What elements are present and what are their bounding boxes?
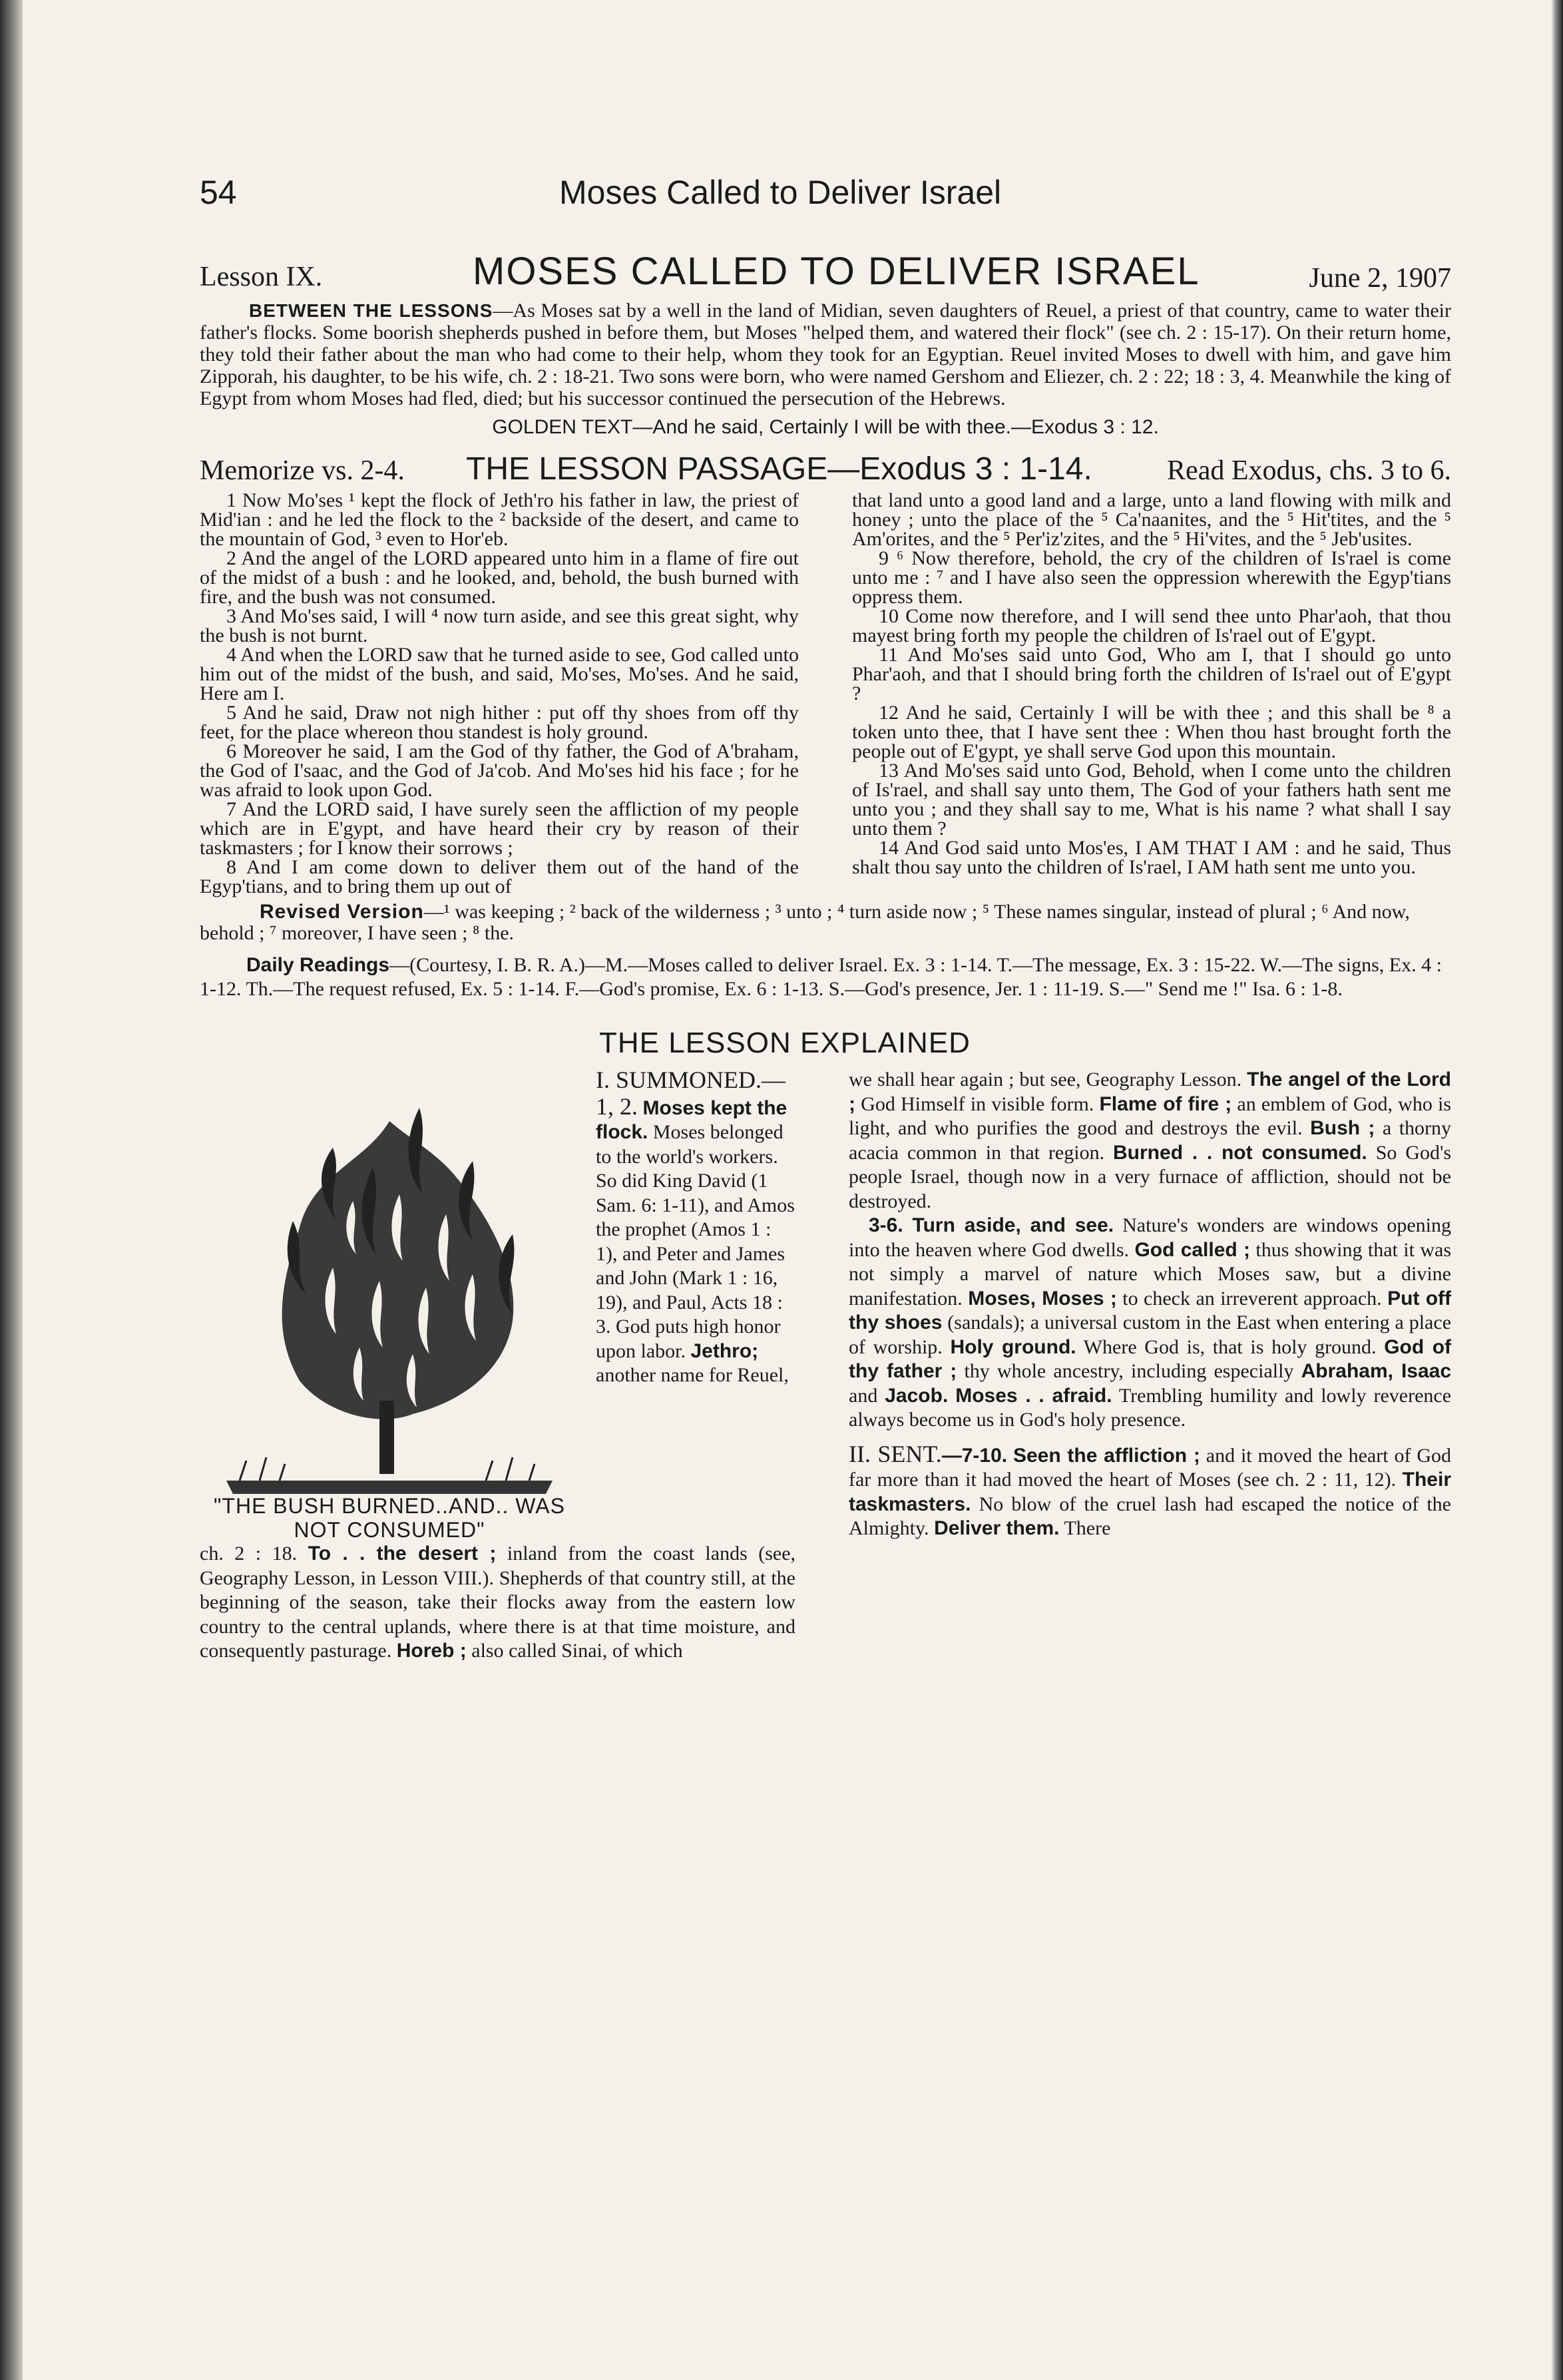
verse: 9 ⁶ Now therefore, behold, the cry of the children of Is'rael is come unto me : ⁷ and I have also seen the oppression wherewith the Egyp'tians oppress them.	[852, 547, 1451, 608]
explanation: a thorny acacia common in that region.	[849, 1117, 1452, 1164]
between-text: —As Moses sat by a well in the land of Midian, seven daughters of Reuel, a priest of that country, came to water their father's flocks. Some boorish shepherds pushed in before them, but Moses "helped them, and watered their flock" (see ch. 2 : 15-17). On their return home, they told their father about the man who had come to their help, whom they took for an Egyptian. Reuel invited Moses to dwell with him, and gave him Zipporah, his daughter, to be his wife, ch. 2 : 18-21. Two sons were born, who were named Gershom and Eliezer, ch. 2 : 22; 18 : 3, 4. Meanwhile the king of Egypt from whom Moses had fled, died; but his successor continued the persecution of the Hebrews.	[200, 300, 1451, 409]
lesson-number: Lesson IX.	[200, 262, 323, 292]
section-heading: II. SENT.	[849, 1440, 942, 1467]
verse: 3 And Mo'ses said, I will ⁴ now turn aside, and see this great sight, why the bush is not burnt.	[200, 605, 799, 646]
explanation: we shall hear again ; but see, Geography Lesson.	[849, 1069, 1242, 1090]
verse: 13 And Mo'ses said unto God, Behold, when I come unto the children of Is'rael, and shall say unto them, The God of your fathers hath sent me unto you ; and they shall say to me, What is his name ? what shall I say unto them ?	[852, 760, 1451, 839]
between-the-lessons	[200, 300, 1451, 409]
lesson-explained	[200, 1068, 1451, 1664]
daily-label: Daily Readings	[246, 954, 390, 976]
term: Bush ;	[1310, 1117, 1375, 1139]
explanation: inland from the coast lands (see, Geography Lesson, in Lesson VIII.). Shepherds of that country still, at the beginning of the season, take their flocks away from the eastern low country to the central uplands, where there is at that time moisture, and consequently pasturage.	[200, 1543, 796, 1662]
figure-caption: "THE BUSH BURNED..AND.. WAS NOT CONSUMED"	[214, 1494, 565, 1542]
verse: 10 Come now therefore, and I will send thee unto Phar'aoh, that thou mayest bring forth my people the children of Is'rael out of E'gypt.	[852, 605, 1451, 646]
explained-paragraph	[849, 1068, 1451, 1214]
revised-text: —¹ was keeping ; ² back of the wilderness ; ³ unto ; ⁴ turn aside now ; ⁵ These names singular, instead of plural ; ⁶ And now, behold ; ⁷ moreover, I have seen ; ⁸ the.	[200, 901, 1410, 944]
read-note: Read Exodus, chs. 3 to 6.	[1167, 455, 1451, 486]
verse: 12 And he said, Certainly I will be with thee ; and this shall be ⁸ a token unto thee, that I have sent thee : When thou hast brought forth the people out of E'gypt, ye shall serve God upon this mountain.	[852, 702, 1451, 762]
explained-left-text	[200, 1542, 795, 1664]
explanation: an emblem of God, who is light, and who purifies the good and destroys the evil.	[849, 1092, 1452, 1139]
explanation: and it moved the heart of God far more than it had moved the heart of Moses (see ch. 2 : 11, 12).	[849, 1444, 1451, 1491]
explained-paragraph	[849, 1214, 1451, 1433]
lesson-title: MOSES CALLED TO DELIVER ISRAEL	[473, 250, 1200, 293]
reference: ch. 2 : 18.	[200, 1543, 298, 1564]
explained-left	[200, 1068, 795, 1664]
term: Moses kept the flock.	[596, 1096, 787, 1143]
verse: 6 Moreover he said, I am the God of thy father, the God of A'braham, the God of I'saac, and the God of Ja'cob. And Mo'ses hid his face ; for he was afraid to look upon God.	[200, 740, 799, 801]
term: Holy ground.	[950, 1335, 1076, 1358]
term: Jacob.	[885, 1384, 949, 1407]
term: God called ;	[1134, 1238, 1250, 1261]
explanation: thy whole ancestry, including especially	[964, 1360, 1294, 1382]
explained-narrow-column	[596, 1068, 795, 1542]
term: 3-6. Turn aside, and see.	[869, 1214, 1114, 1236]
lesson-header	[200, 242, 1451, 300]
term: Moses . . afraid.	[955, 1384, 1112, 1407]
verse: 7 And the LORD said, I have surely seen the affliction of my people which are in E'gypt, and have heard their cry by reason of their taskmasters ; for I know their sorrows ;	[200, 798, 799, 859]
explanation: another name for Reuel,	[596, 1364, 789, 1386]
explanation: So God's people Israel, though now in a very furnace of affliction, should not be destroyed.	[849, 1141, 1452, 1212]
explanation: No blow of the cruel lash had escaped the notice of the Almighty.	[849, 1493, 1451, 1539]
running-title: Moses Called to Deliver Israel	[559, 174, 1002, 211]
term: Their taskmasters.	[849, 1469, 1452, 1515]
scripture-column-left	[200, 491, 799, 896]
term: Seen the affliction ;	[1012, 1444, 1200, 1467]
passage-title: THE LESSON PASSAGE—Exodus 3 : 1-14.	[466, 451, 1092, 487]
burning-bush-illustration	[200, 1068, 579, 1507]
term: Horeb ;	[396, 1640, 467, 1662]
golden-text: GOLDEN TEXT—And he said, Certainly I will be with thee.—Exodus 3 : 12.	[492, 416, 1159, 438]
term: Put off thy shoes	[849, 1287, 1451, 1333]
explanation: Moses belonged to the world's workers. So did King David (1 Sam. 6: 1-11), and Amos the prophet (Amos 1 : 1), and Peter and James and John (Mark 1 : 16, 19), and Paul, Acts 18 : 3. God puts high honor upon labor.	[596, 1121, 795, 1362]
explanation: Where God is, that is holy ground.	[1083, 1335, 1377, 1358]
verse: 1 Now Mo'ses ¹ kept the flock of Jeth'ro his father in law, the priest of Mid'ian : and he led the flock to the ² backside of the desert, and came to the mountain of God, ³ even to Hor'eb.	[200, 489, 799, 550]
scripture-column-right	[852, 491, 1451, 896]
explanation: Trembling humility and lowly reverence always become us in God's holy presence.	[849, 1384, 1452, 1431]
term: Moses, Moses ;	[968, 1287, 1117, 1309]
verse: 4 And when the LORD saw that he turned aside to see, God called unto him out of the midst of the bush, and said, Mo'ses, Mo'ses. And he said, Here am I.	[200, 644, 799, 704]
page	[200, 160, 1451, 1664]
explanation: Nature's wonders are windows opening into the heaven where God dwells.	[849, 1214, 1451, 1261]
daily-text: —(Courtesy, I. B. R. A.)—M.—Moses called to deliver Israel. Ex. 3 : 1-14. T.—The message, Ex. 3 : 15-22. W.—The signs, Ex. 4 : 1-12. Th.—The request refused, Ex. 5 : 1-14. F.—God's promise, Ex. 6 : 1-13. S.—God's presence, Jer. 1 : 11-19. S.—" Send me !" Isa. 6 : 1-8.	[200, 954, 1442, 1000]
lesson-date: June 2, 1907	[1309, 263, 1451, 294]
verse: 14 And God said unto Mos'es, I AM THAT I AM : and he said, Thus shalt thou say unto the children of Is'rael, I AM hath sent me unto you.	[852, 837, 1451, 878]
explanation: God Himself in visible form.	[861, 1092, 1094, 1115]
scripture-passage	[200, 491, 1451, 896]
term: Jethro;	[690, 1339, 759, 1362]
revised-label: Revised Version	[260, 901, 424, 923]
page-number: 54	[200, 174, 237, 211]
passage-header	[200, 448, 1451, 488]
binding-edge	[0, 0, 23, 2380]
term: Burned . . not consumed.	[1113, 1141, 1367, 1164]
revised-version-notes	[200, 901, 1451, 944]
page-edge	[1551, 0, 1563, 2380]
lesson-explained-title: THE LESSON EXPLAINED	[599, 1027, 971, 1059]
verse: 8 And I am come down to deliver them out of the hand of the Egyp'tians, and to bring them up out of	[200, 856, 799, 897]
explained-right	[849, 1068, 1451, 1664]
term: God of thy father ;	[849, 1335, 1452, 1382]
daily-readings	[200, 953, 1451, 1001]
verse: 11 And Mo'ses said unto God, Who am I, that I should go unto Phar'aoh, and that I should bring forth the children of Is'rael out of E'gypt ?	[852, 644, 1451, 704]
memorize-note: Memorize vs. 2-4.	[200, 455, 405, 486]
section-reference: —7-10.	[941, 1444, 1008, 1467]
term: Flame of fire ;	[1099, 1092, 1232, 1115]
between-lead: BETWEEN THE LESSONS	[249, 300, 493, 321]
verse: 5 And he said, Draw not nigh hither : put off thy shoes from off thy feet, for the place whereon thou standest is holy ground.	[200, 702, 799, 743]
explained-paragraph	[849, 1442, 1451, 1541]
term: The angel of the Lord ;	[849, 1069, 1452, 1115]
explanation: There	[1064, 1517, 1111, 1539]
verse: that land unto a good land and a large, unto a land flowing with milk and honey ; unto the place of the ⁵ Ca'naanites, and the ⁵ Hit'tites, and the ⁵ Am'orites, and the ⁵ Per'iz'zites, and the ⁵ Hi'vites, and the ⁵ Jeb'usites.	[852, 489, 1451, 550]
explanation: thus showing that it was not simply a marvel of nature which Moses saw, but a divine manifestation.	[849, 1238, 1452, 1309]
section-heading: I. SUMMONED.—1, 2.	[596, 1067, 786, 1120]
explanation: and	[849, 1384, 878, 1407]
burning-bush-figure	[200, 1068, 579, 1542]
explanation: to check an irreverent approach.	[1122, 1287, 1382, 1309]
term: To . . the desert ;	[308, 1543, 497, 1564]
term: Abraham, Isaac	[1301, 1360, 1452, 1382]
explanation: (sandals); a universal custom in the East when entering a place of worship.	[849, 1311, 1452, 1358]
running-head	[200, 160, 1451, 220]
explanation: also called Sinai, of which	[471, 1640, 683, 1662]
term: Deliver them.	[934, 1517, 1060, 1539]
verse: 2 And the angel of the LORD appeared unto him in a flame of fire out of the midst of a bush : and he looked, and, behold, the bush burned with fire, and the bush was not consumed.	[200, 547, 799, 608]
